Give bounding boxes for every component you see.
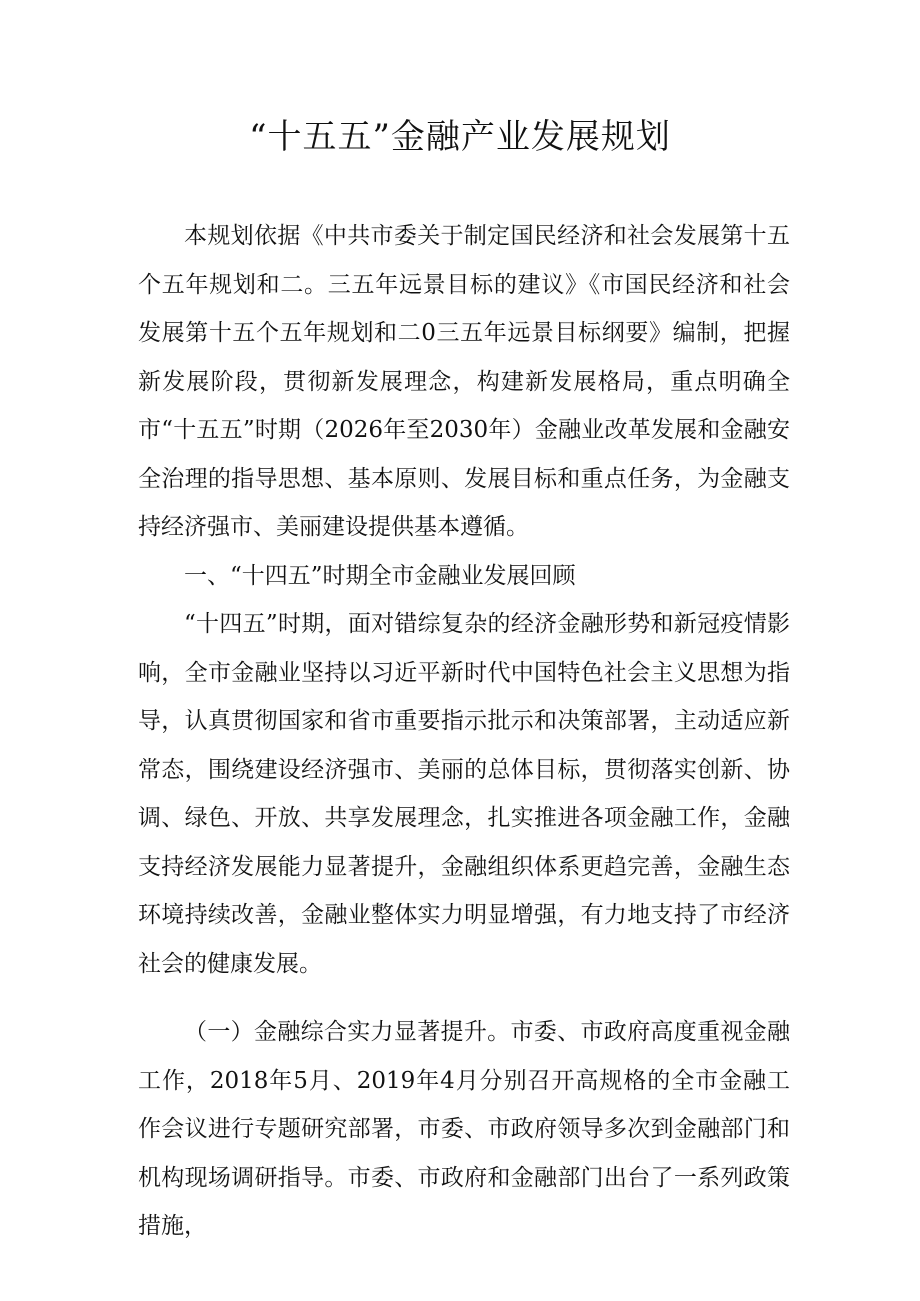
intro-paragraph: 本规划依据《中共市委关于制定国民经济和社会发展第十五个五年规划和二。三五年远景目标的建议》《市国民经济和社会发展第十五个五年规划和二0三五年远景目标纲要》编制，把握新发展阶段，贯彻新发展理念，构建新发展格局，重点明确全市“十五五”时期（2026年至2030年）金融业改革发展和金融安全治理的指导思想、基本原则、发展目标和重点任务，为金融支持经济强市、美丽建设提供基本遵循。 — [138, 223, 790, 540]
subsection-paragraph: （一）金融综合实力显著提升。市委、市政府高度重视金融工作，2018年5月、2019年4月分别召开高规格的全市金融工作会议进行专题研究部署，市委、市政府领导多次到金融部门和机构现场调研指导。市委、市政府和金融部门出台了一系列政策措施， — [138, 1019, 790, 1239]
section-heading: 一、“十四五”时期全市金融业发展回顾 — [184, 562, 576, 589]
document-title: “十五五”金融产业发展规划 — [249, 117, 671, 157]
review-paragraph: “十四五”时期，面对错综复杂的经济金融形势和新冠疫情影响，全市金融业坚持以习近平新时代中国特色社会主义思想为指导，认真贯彻国家和省市重要指示批示和决策部署，主动适应新常态，围绕建设经济强市、美丽的总体目标，贯彻落实创新、协调、绿色、开放、共享发展理念，扎实推进各项金融工作，金融支持经济发展能力显著提升，金融组织体系更趋完善，金融生态环境持续改善，金融业整体实力明显增强，有力地支持了市经济社会的健康发展。 — [138, 611, 790, 977]
document-body — [138, 212, 790, 1251]
